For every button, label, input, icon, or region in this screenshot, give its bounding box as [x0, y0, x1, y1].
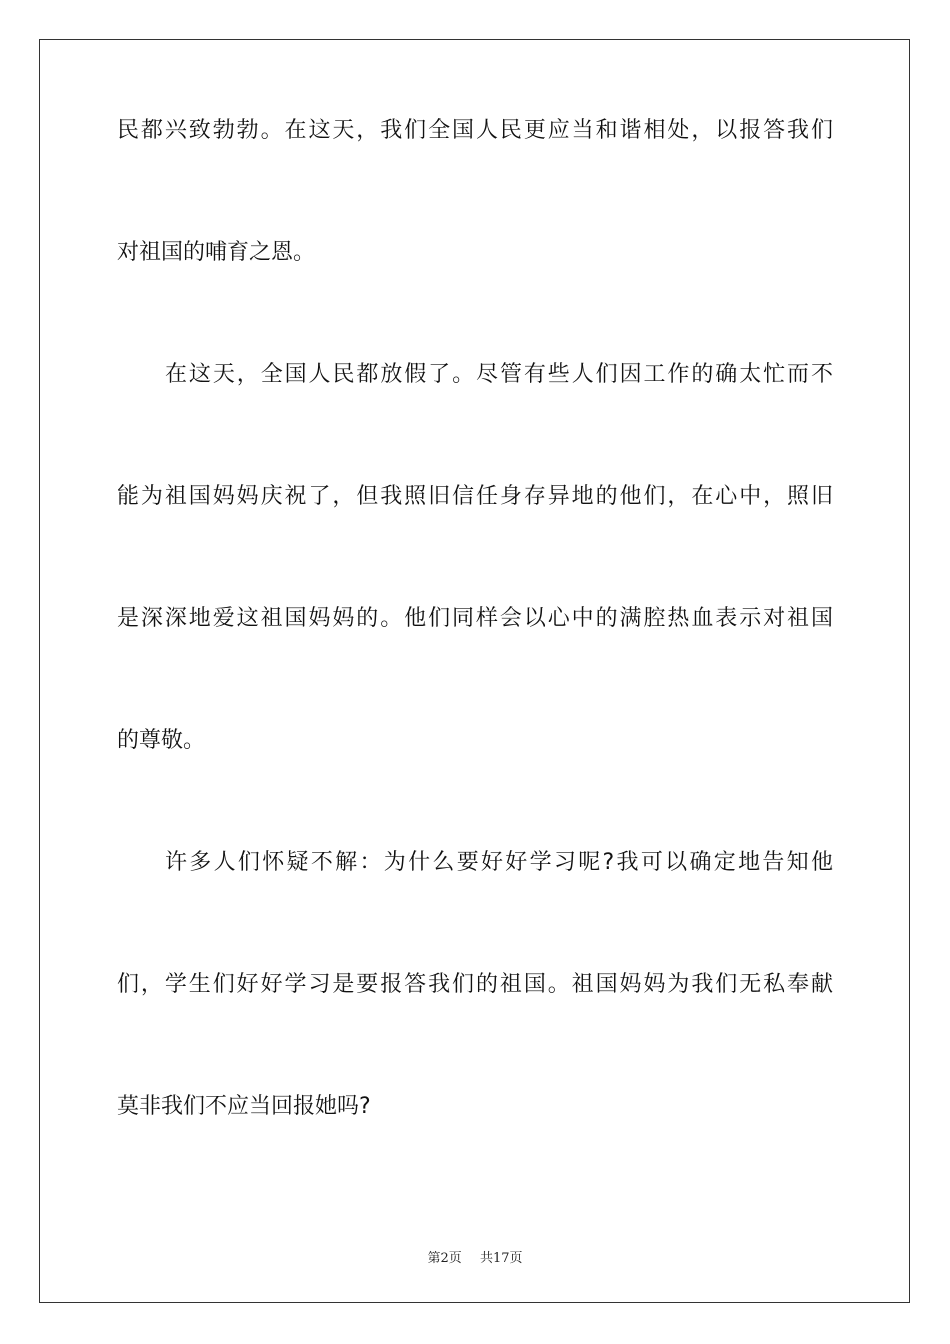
- page-footer: [0, 1247, 950, 1266]
- text-line: 许多人们怀疑不解：为什么要好好学习呢?我可以确定地告知他: [165, 850, 833, 875]
- text-line: 对祖国的哺育之恩。: [117, 240, 316, 265]
- text-line: 的尊敬。: [117, 728, 206, 753]
- page-number: 第2页: [427, 1251, 462, 1266]
- text-line: 民都兴致勃勃。在这天，我们全国人民更应当和谐相处，以报答我们: [117, 118, 833, 143]
- text-line: 是深深地爱这祖国妈妈的。他们同样会以心中的满腔热血表示对祖国: [117, 606, 833, 631]
- text-line: 莫非我们不应当回报她吗?: [117, 1094, 371, 1119]
- text-line: 能为祖国妈妈庆祝了，但我照旧信任身存异地的他们，在心中，照旧: [117, 484, 833, 509]
- text-line: 在这天，全国人民都放假了。尽管有些人们因工作的确太忙而不: [165, 362, 833, 387]
- text-line: 们，学生们好好学习是要报答我们的祖国。祖国妈妈为我们无私奉献: [117, 972, 833, 997]
- page-total: 共17页: [479, 1251, 523, 1266]
- document-body: [117, 120, 833, 1218]
